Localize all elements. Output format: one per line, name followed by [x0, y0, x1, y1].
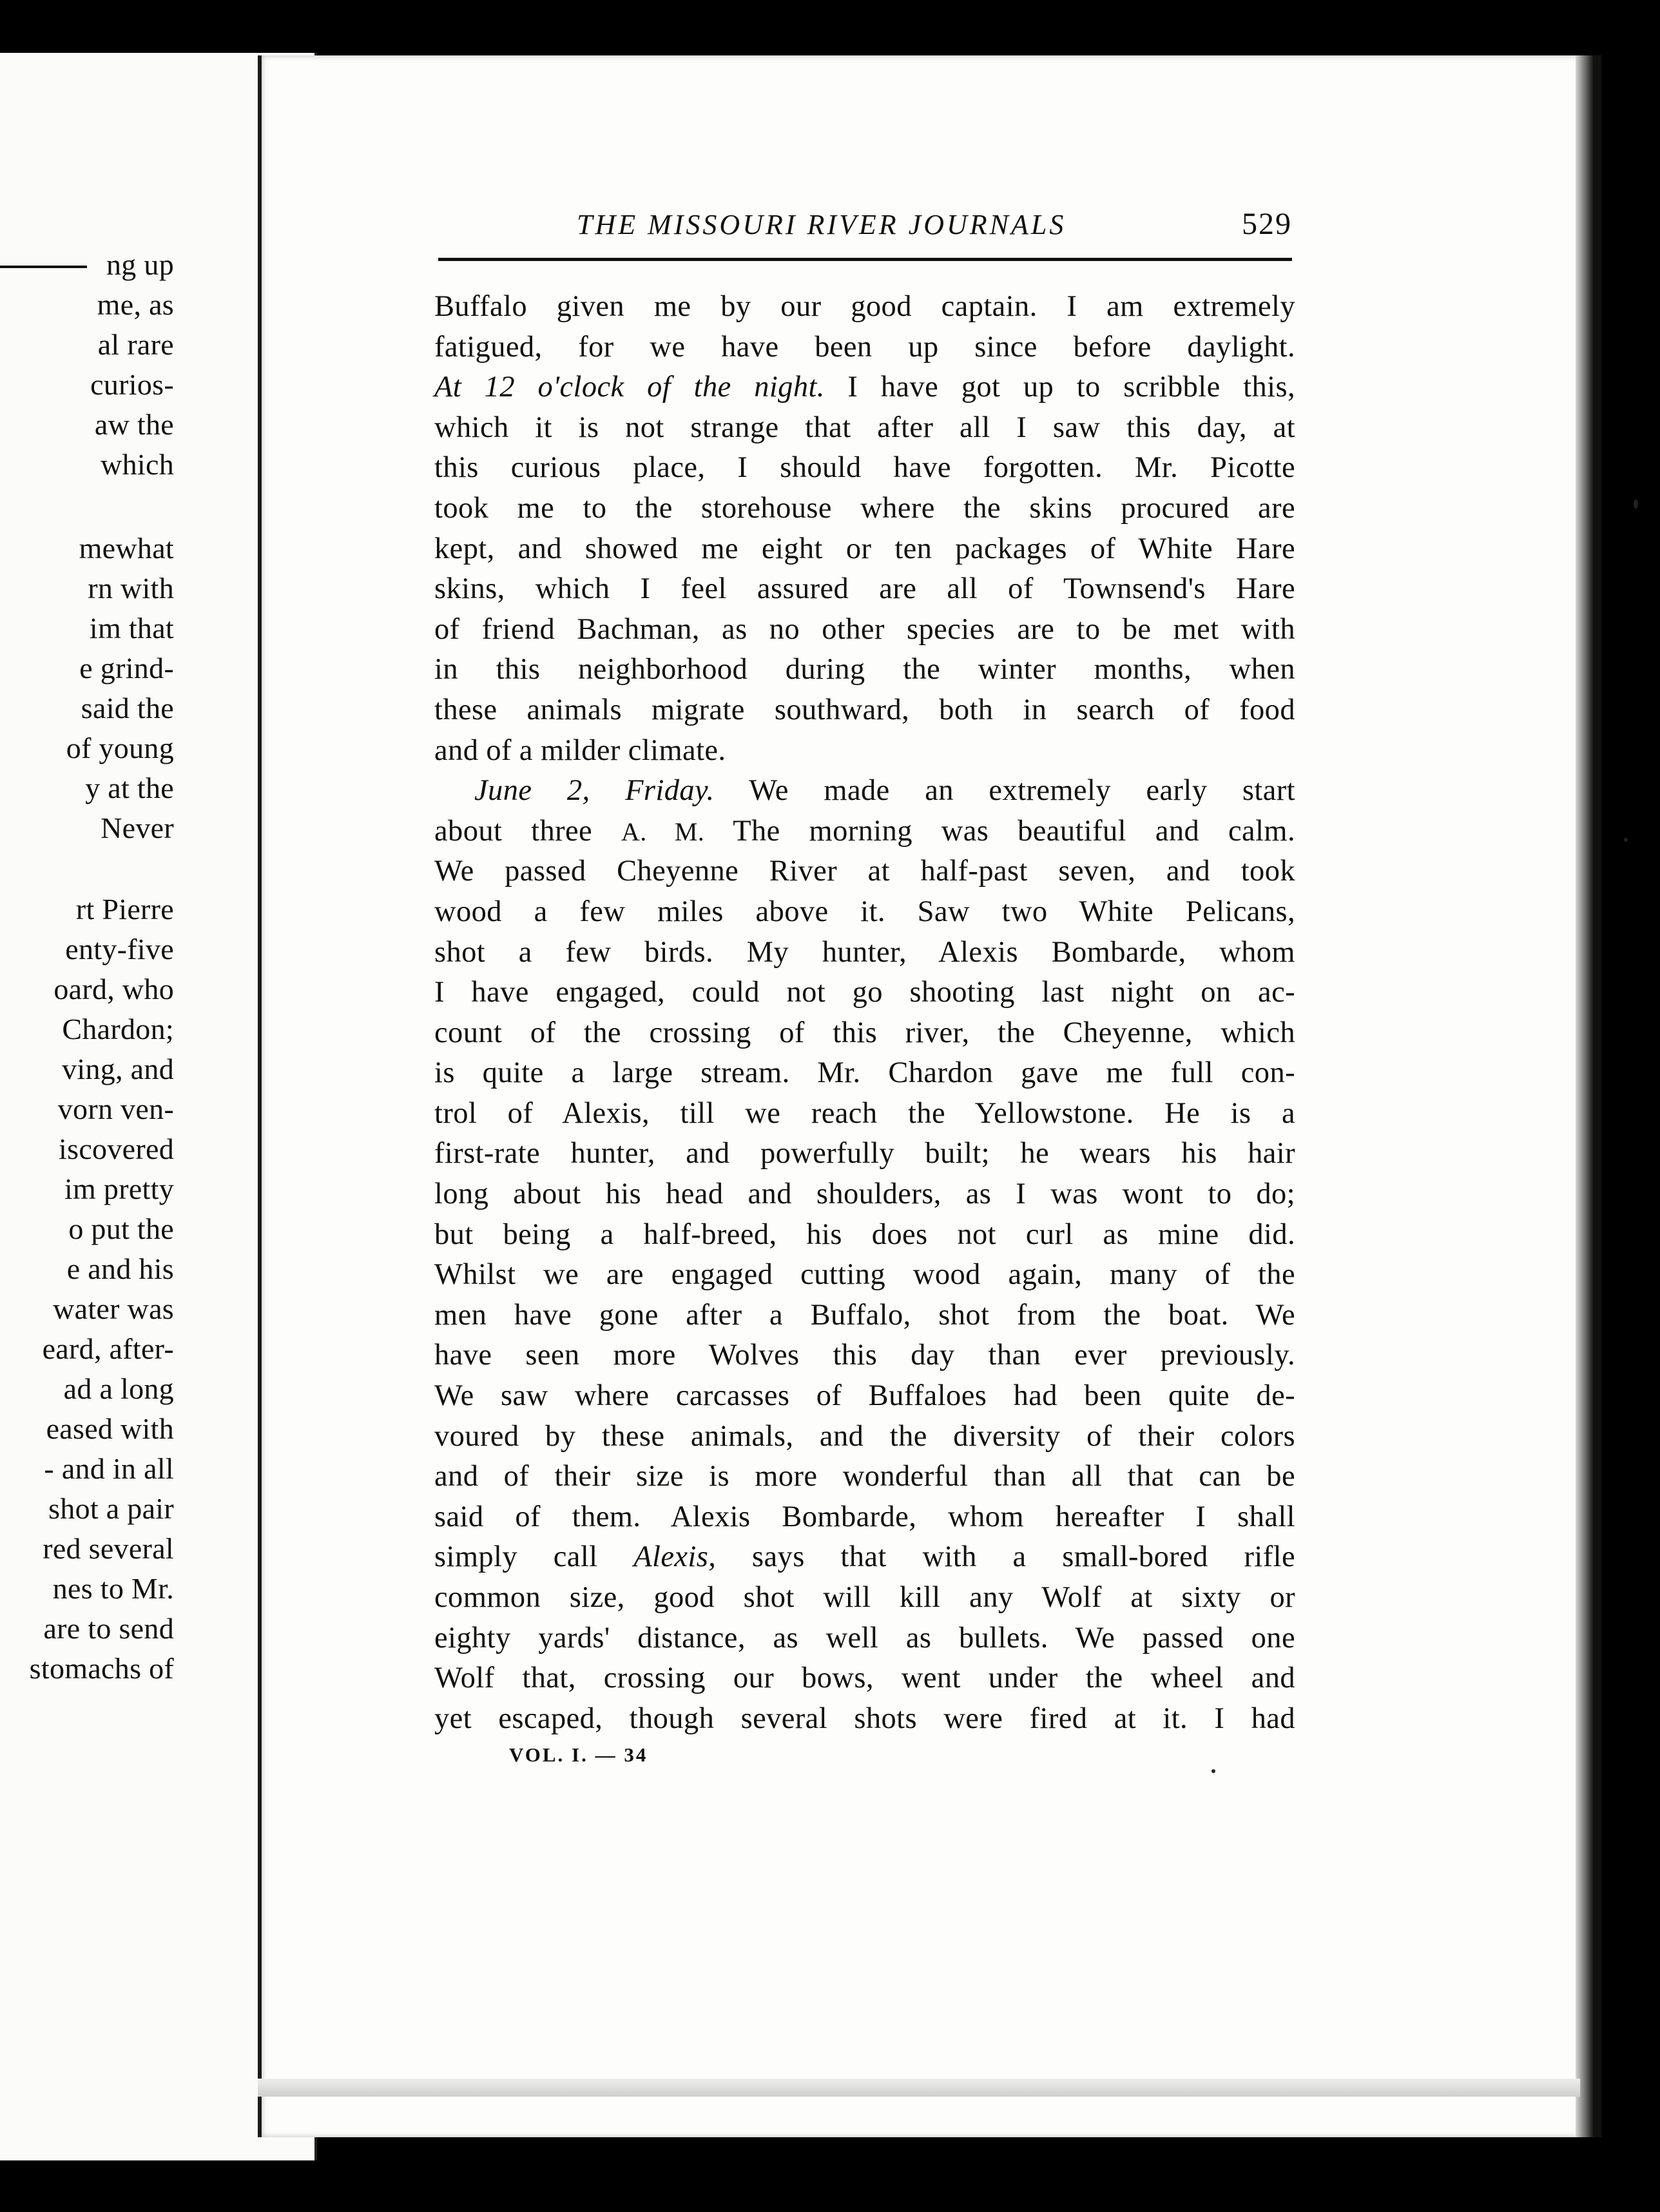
- signature-mark: VOL. I. — 34: [509, 1743, 648, 1766]
- page-edge-shadow: [1576, 55, 1601, 2137]
- previous-page-line: oard, who: [53, 973, 174, 1005]
- text-line: long about his head and shoulders, as I was wont to do;: [434, 1178, 1295, 1211]
- text-line: of friend Bachman, as no other species are to be met with: [434, 612, 1295, 646]
- text-line: which it is not strange that after all I saw this day, at: [434, 411, 1295, 444]
- text-line: this curious place, I should have forgotten. Mr. Picotte: [434, 451, 1295, 485]
- previous-page-line: im that: [89, 612, 174, 645]
- text-line: [434, 771, 1295, 811]
- text-line: and of their size is more wonderful than all that can be: [434, 1460, 1295, 1493]
- previous-page-line: e grind-: [79, 652, 174, 684]
- page-number: 529: [1242, 207, 1292, 241]
- previous-page-line: curios-: [90, 368, 174, 401]
- body-text: [434, 287, 1295, 1739]
- text-line: first-rate hunter, and powerfully built; he wears his hair: [434, 1137, 1295, 1170]
- previous-page-line: shot a pair: [48, 1492, 174, 1525]
- text-run: simply call: [434, 1540, 634, 1574]
- text-line: is quite a large stream. Mr. Chardon gave me full con-: [434, 1056, 1295, 1090]
- previous-page-line: vorn ven-: [57, 1092, 174, 1125]
- text-line: voured by these animals, and the diversity of their colors: [434, 1419, 1295, 1453]
- text-line: these animals migrate southward, both in search of food: [434, 693, 1295, 726]
- text-run: I have got up to scribble this,: [824, 371, 1295, 404]
- text-line: skins, which I feel assured are all of Townsend's Hare: [434, 572, 1295, 606]
- previous-page-rule: [0, 266, 87, 268]
- text-run: says that with a small-bored rifle: [716, 1540, 1295, 1574]
- text-line: men have gone after a Buffalo, shot from the boat. We: [434, 1298, 1295, 1332]
- previous-page-line: ng up: [106, 248, 174, 281]
- scan-speck: [1211, 1769, 1215, 1773]
- previous-page-line: y at the: [85, 771, 174, 804]
- text-line: trol of Alexis, till we reach the Yellowstone. He is a: [434, 1096, 1295, 1130]
- previous-page-line: eard, after-: [42, 1332, 174, 1365]
- running-title: THE MISSOURI RIVER JOURNALS: [577, 209, 1066, 240]
- previous-page-line: stomachs of: [29, 1652, 174, 1685]
- text-run: about three: [434, 814, 621, 848]
- previous-page-line: - and in all: [44, 1452, 174, 1485]
- previous-page-line: nes to Mr.: [52, 1572, 174, 1605]
- text-line: wood a few miles above it. Saw two White Pelicans,: [434, 895, 1295, 928]
- text-line: and of a milder climate.: [434, 733, 726, 767]
- previous-page-line: mewhat: [79, 532, 174, 565]
- text-line: said of them. Alexis Bombarde, whom hereafter I shall: [434, 1500, 1295, 1533]
- text-run: We made an extremely early start: [714, 774, 1295, 808]
- text-line: in this neighborhood during the winter months, when: [434, 653, 1295, 686]
- text-line: Wolf that, crossing our bows, went under the wheel and: [434, 1662, 1295, 1695]
- text-line: [434, 1537, 1295, 1578]
- page-bottom-edge: [258, 2079, 1580, 2097]
- book-spine: [258, 55, 262, 2137]
- italic-run: Alexis,: [633, 1540, 717, 1574]
- text-line: count of the crossing of this river, the Cheyenne, which: [434, 1016, 1295, 1049]
- previous-page-line: aw the: [94, 408, 174, 441]
- text-line: but being a half-breed, his does not curl as mine did.: [434, 1218, 1295, 1251]
- text-run: The morning was beautiful and calm.: [704, 814, 1295, 848]
- previous-page-line: of young: [66, 732, 174, 764]
- text-line: I have engaged, could not go shooting last night on ac-: [434, 976, 1295, 1009]
- previous-page-line: water was: [53, 1292, 174, 1325]
- previous-page-line: Never: [101, 811, 174, 844]
- text-line: eighty yards' distance, as well as bullets. We passed one: [434, 1621, 1295, 1654]
- text-line: kept, and showed me eight or ten packages of White Hare: [434, 532, 1295, 565]
- previous-page-line: o put the: [68, 1212, 174, 1245]
- scan-speck: [1634, 500, 1638, 509]
- text-line: Whilst we are engaged cutting wood again, many of the: [434, 1258, 1295, 1292]
- text-line: [434, 811, 1295, 852]
- text-line: shot a few birds. My hunter, Alexis Bombarde, whom: [434, 935, 1295, 969]
- previous-page-line: iscovered: [59, 1132, 174, 1165]
- running-header: [438, 206, 1292, 251]
- previous-page-line: which: [101, 448, 174, 481]
- previous-page-line: are to send: [43, 1612, 174, 1645]
- previous-page-line: im pretty: [64, 1172, 174, 1205]
- text-line: We saw where carcasses of Buffaloes had been quite de-: [434, 1379, 1295, 1413]
- previous-page-line: eased with: [46, 1412, 174, 1445]
- previous-page-line: rn with: [88, 572, 174, 605]
- previous-page-line: said the: [81, 692, 174, 724]
- text-line: have seen more Wolves this day than ever previously.: [434, 1339, 1295, 1372]
- italic-run: At 12 o'clock of the night.: [434, 371, 825, 404]
- scan-speck: [1624, 838, 1628, 842]
- text-line: took me to the storehouse where the skins procured are: [434, 491, 1295, 525]
- previous-page-line: red several: [43, 1532, 174, 1565]
- header-rule: [438, 258, 1292, 261]
- previous-page-line: enty-five: [65, 933, 174, 965]
- previous-page-line: ving, and: [62, 1053, 174, 1085]
- previous-page-line: rt Pierre: [75, 893, 174, 926]
- text-line: yet escaped, though several shots were fired at it. I had: [434, 1702, 1295, 1735]
- previous-page-line: Chardon;: [62, 1013, 174, 1045]
- italic-run: June 2, Friday.: [474, 774, 715, 808]
- text-line: fatigued, for we have been up since before daylight.: [434, 330, 1295, 364]
- text-line: We passed Cheyenne River at half-past seven, and took: [434, 855, 1295, 888]
- previous-page-line: me, as: [97, 288, 174, 321]
- previous-page-line: e and his: [66, 1252, 174, 1285]
- previous-page-line: al rare: [97, 328, 174, 361]
- small-caps-run: A. M.: [621, 817, 705, 846]
- previous-page-line: ad a long: [63, 1372, 174, 1405]
- text-line: Buffalo given me by our good captain. I am extremely: [434, 290, 1295, 323]
- text-line: common size, good shot will kill any Wolf at sixty or: [434, 1581, 1295, 1614]
- text-line: [434, 367, 1295, 408]
